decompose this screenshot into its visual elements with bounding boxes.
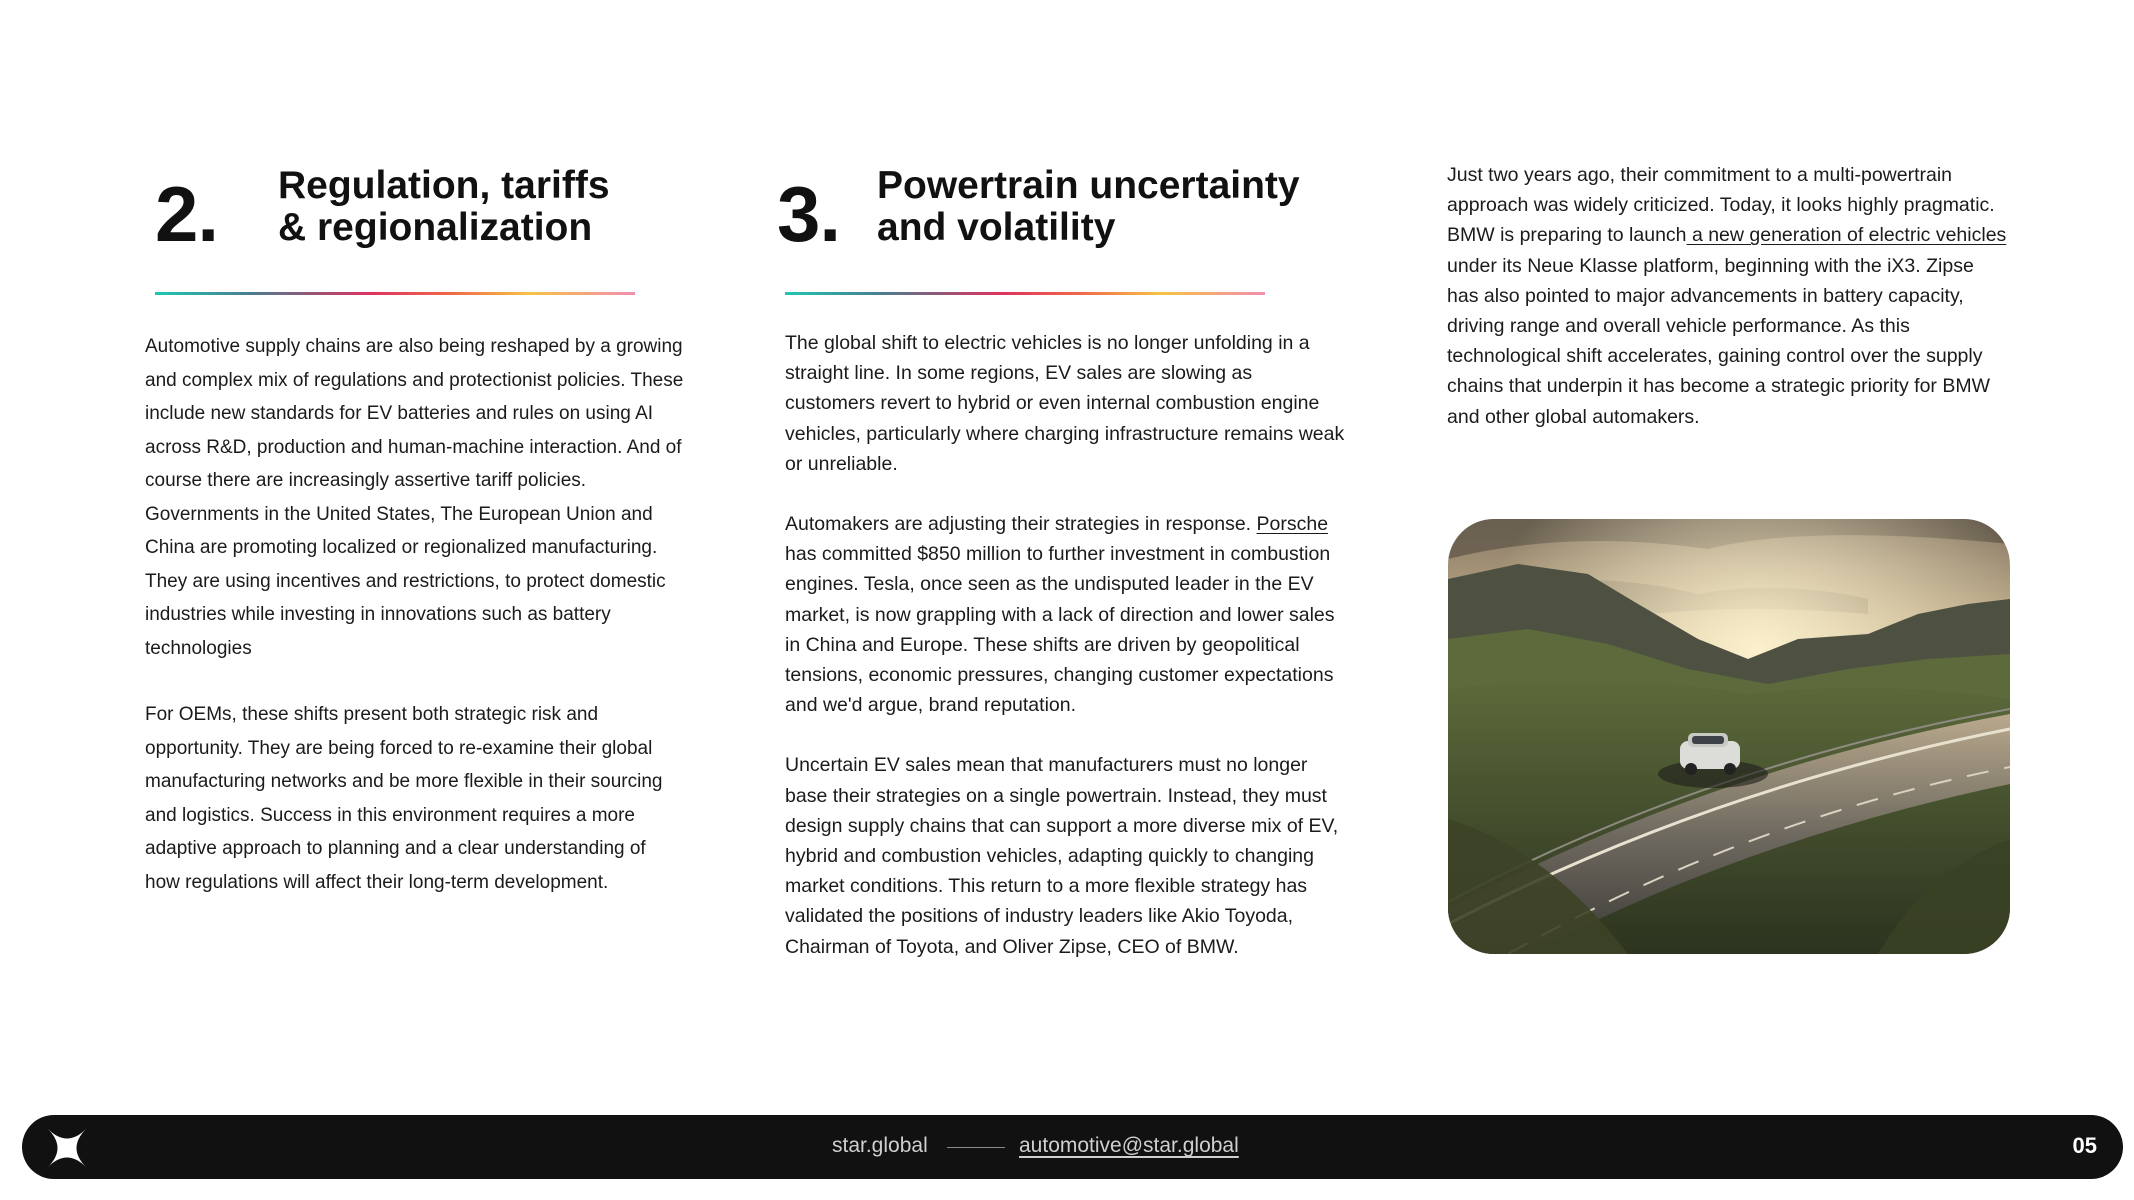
footer-site-link[interactable]: star.global: [832, 1134, 928, 1157]
page-number: 05: [2072, 1133, 2097, 1158]
section-body: [145, 330, 685, 932]
paragraph: Uncertain EV sales mean that manufacturers must no longer base their strategies on a single powertrain. Instead, they must design supply chains that can support a more diverse mix of EV, hybrid and combustion vehicles, adapting quickly to changing market conditions. This return to a more flexible strategy has validated the positions of industry leaders like Akio Toyoda, Chairman of Toyota, and Oliver Zipse, CEO of BMW.: [785, 754, 1339, 958]
continuation-column: [1447, 160, 2007, 432]
section-regulation: [145, 164, 685, 893]
footer-email-link[interactable]: automotive@star.global: [1019, 1134, 1239, 1157]
road-car-photo: [1448, 519, 2010, 954]
paragraph: The global shift to electric vehicles is no longer unfolding in a straight line. In some regions, EV sales are slowing as customers revert to hybrid or even internal combustion engine vehicles, particularly where charging infrastructure remains weak or unreliable.: [785, 332, 1345, 475]
paragraph-text: Just two years ago, their commitment to a multi-powertrain approach was widely criticized. Today, it looks highly pragmatic. BMW is preparing to launch: [1447, 164, 1995, 247]
paragraph: For OEMs, these shifts present both strategic risk and opportunity. They are being forced to re-examine their global manufacturing networks and be more flexible in their sourcing and logistics. Success in this environment requires a more adaptive approach to planning and a clear understanding of how regulations will affect their long-term development.: [145, 704, 663, 893]
porsche-link[interactable]: Porsche: [1256, 513, 1329, 536]
title-line-2: and volatility: [877, 206, 1116, 249]
section-title: [278, 165, 610, 249]
paragraph: [1447, 160, 2007, 432]
title-line-1: Powertrain uncertainty: [877, 164, 1300, 207]
footer-separator: [947, 1147, 1005, 1148]
paragraph-text: under its Neue Klasse platform, beginning with the iX3. Zipse has also pointed to major advancements in battery capacity, driving range and overall vehicle performance. As this technological shift accelerates, gaining control over the supply chains that underpin it has become a strategic priority for BMW and other global automakers.: [1447, 254, 1990, 428]
paragraph-text: Automakers are adjusting their strategies in response.: [785, 513, 1257, 536]
section-number: 3.: [777, 170, 841, 258]
paragraph: Automotive supply chains are also being reshaped by a growing and complex mix of regulations and protectionist policies. These include new standards for EV batteries and rules on using AI across R&D, production and human-machine interaction. And of course there are increasingly assertive tariff policies. Governments in the United States, The European Union and China are promoting localized or regionalized manufacturing. They are using incentives and restrictions, to protect domestic industries while investing in innovations such as battery technologies: [145, 336, 684, 659]
photo-illustration: [1448, 519, 2010, 954]
section-heading: [777, 164, 1342, 275]
title-line-2: & regionalization: [278, 206, 593, 249]
gradient-divider: [785, 292, 1265, 295]
title-line-1: Regulation, tariffs: [278, 164, 610, 207]
gradient-divider: [155, 292, 635, 295]
paragraph: [785, 509, 1345, 720]
section-powertrain: [777, 164, 1345, 958]
section-title: [877, 165, 1300, 249]
footer-bar: [22, 1115, 2123, 1179]
star-logo-icon[interactable]: [46, 1127, 88, 1169]
section-body: [785, 328, 1345, 992]
section-heading: [145, 165, 685, 275]
section-number: 2.: [155, 170, 219, 258]
new-generation-ev-link[interactable]: a new generation of electric vehicles: [1686, 224, 2007, 247]
paragraph-text: has committed $850 million to further investment in combustion engines. Tesla, once seen as the undisputed leader in the EV market, is now grappling with a lack of direction and lower sales in China and Europe. These shifts are driven by geopolitical tensions, economic pressures, changing customer expectations and we'd argue, brand reputation.: [785, 543, 1335, 717]
